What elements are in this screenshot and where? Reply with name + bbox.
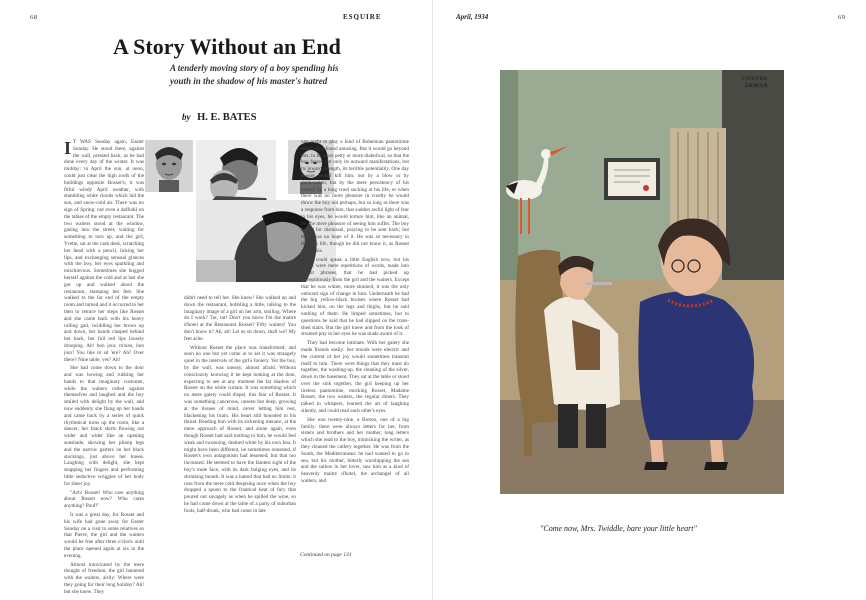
text-column-1 xyxy=(64,138,144,595)
artist-signature: COUPRE ERMAN xyxy=(742,76,769,89)
col3-para-4: She was twenty-nine, a Breton, one of a big family: there were always letters for her, from sisters and brothers and her mother, long letters which she read to the boy, mimicking the writer, as they cleaned the cutlery together. He was from the South, the Mediterranean: he had wanted to go to sea, but his mother, bitterly worshipping the sea and the sailors in her lover, saw him as a kind of heavenly maitre d'hotel, the archangel of all waiters, and xyxy=(301,416,409,485)
col1-para-1: T WAS Sunday again, Easter Sunday. He stood there, against the wall, pressed back, as he had done every day of the winter. It was midday: in April the sun, at noon, could just clear the high roofs of the buildings opposite Rosset's; it was fitful windy April weather, with stumbling white clouds which hid the sun, and snow-cold air. There was no sign of Spring: not even a daffodil on the tables of the empty restaurant. The two waiters stood at the window, gazing into the street, waiting for something to turn up, and the girl, Yvette, sat at the cash desk, scratching her head with a pencil, licking her lips, and exchanging sensual glances with the boy, her eyes sparkling and mischievous. Sometimes she hugged herself against the cold and at last she got up and walked about the restaurant, stamping her feet. She walked to the far end of the empty room and turned and it occurred to her then to retrace her steps like Rosset and she came back with his heavy rolling gait, twiddling her brows up and down, her hands clasped behind her back, her full red lips loosely drooping. Ah! bon jour, m'sieu, bon jour! You like to sit 'ere? Ah? Over there? Nine table, yes? Ah! xyxy=(64,139,144,363)
col3-para-1: one night to play a kind of Bohemian pantomime which they found amusing. But it would go beyond this, to be more petty or more diabolical, so that the boy feared not only its outward manifestations, but its inward strength, its terrible potentiality. One day Rosset would kill him, not by a blow or by deliberation, but by the mere persistency of his hatred, by a long cruel sucking at his life, or when there was no more pleasure in cruelty he would throw the boy out perhaps, but so long as there was a response from him, that sudden awful light of fear in his eyes, he would torture him, like an animal, for the mere pleasure of seeing him suffer. The boy hoped for dismissal, praying to be sent back; but there was no hope of it. He was so necessary to Rosset's life, though he did not know it, as Rosset was to his. xyxy=(301,139,409,254)
photo-young-man xyxy=(145,140,193,192)
continued-note: Continued on page 131 xyxy=(300,552,352,558)
illustration xyxy=(500,70,784,494)
author-name: H. E. BATES xyxy=(197,112,257,123)
story-subtitle: A tenderly moving story of a boy spending his youth in the shadow of his master's hatred xyxy=(170,63,339,86)
illustration-caption: "Come now, Mrs. Twiddle, bare your little heart" xyxy=(540,524,697,533)
text-column-2 xyxy=(184,295,296,550)
story-title: A Story Without an End xyxy=(113,34,341,59)
col2-para-2: Without Rosset the place was transformed; and soon no one but yet come in to set it was strangely quiet in the intervals of the girl's foolery. Yet the boy, by the wall, was uneasy, almost afraid. Without consciously knowing it he kept looking at the door, expecting to see at any moment the fat shadow of Rosset on the white curtain. It was something which no mere gaiety could dispel, this fear of Rosset. It was something cancerous, unseen but deep, growing at the tissues of mind, never letting him rest, blackening his brain. His heart still hounded to his throat. Reading him with its sickening menace, at the mere approach of Rosset, and alone again, even though Rosset had said nothing to him, he would feel weak and swooning, drained white by his own fear. It might have been different, he sometimes reasoned, if Rosset's own antagonism had lessened; but that too increased. He seemed to have the faintest sight of the boy's mute face, with its dark bulging eyes, and its shrinking mouth. It was a hatred that had no limits; it rose from the mere cold despising once when the boy dropped a spoon to the frantical heat of fury that poured out savagely as when he spilled the wine, so he had come down at the table of a party of suburban fools, half-drunk, who had come in late xyxy=(184,344,296,514)
col1-para-5: Almost intoxicated by the mere thought of freedom, the girl bantered with the waiters, airily: Where were they going for their long holiday? Ah! but she knew. They xyxy=(64,561,144,595)
drop-cap: I xyxy=(64,138,72,158)
magazine-name: ESQUIRE xyxy=(343,13,382,21)
byline-prefix: by xyxy=(182,112,191,122)
col2-para-1: didn't need to tell her. She knew! She walked up and down the restaurant, hobbling a little, talking to the imaginary image of a girl on her arm, smiling. Where do I work? Tut, tut! Don't you know I'm the maitre d'hotel at the Restaurant Rosset? Fifty waiters! You don't know it? Ah, ah! Let us sit down, shall we? My feet ache. xyxy=(184,295,296,342)
col3-para-2: He could speak a little English now, but his words were mere repetitions of words, made into quaint phrases, that he had picked up surreptitiously from the girl and the waiters. Except that he was whiter, more strained, it was the only outward sign of change in him. Underneath he had the big yellow-black bruises where Rosset had kicked him, on the legs and thighs, but he said nothing of them. He limped sometimes, but to questions he said that he had slipped on the trans-shed stairs. But the girl knew and from the look of strained pity in her eyes he was made aware of it. xyxy=(301,256,409,338)
byline xyxy=(182,112,256,123)
col1-para-3: "Ach! Rosset! Who care anything about Rosset now? Who cares anything? Pouf!" xyxy=(64,489,144,510)
col3-para-3: They had become intimate. With her gaiety she made friends easily: her moods were electric and the current of her joy would sometimes transmit itself to him. There were things that they must do together, the washing-up, the cleaning of the silver, down in the basement. They sat at the table or stood over the sink together, the girl keeping up her tireless pantomime, mocking Rosset, Madame Rosset, the two waiters, the regular diners. They talked in whispers, learned the art of laughing silently, and could read each other's eyes. xyxy=(301,340,409,415)
right-page-number: 69 xyxy=(838,14,846,21)
illustration-svg xyxy=(500,70,784,494)
issue-date: April, 1934 xyxy=(456,13,489,21)
col1-para-4: It was a great day, for Rosset and his wife had gone away for Easter Sunday on a visit to some relatives so that Pierre, the girl and the waiters would be free after three o'clock until the place opened again at six in the evening. xyxy=(64,512,144,559)
left-page-number: 68 xyxy=(30,14,38,21)
text-column-3 xyxy=(301,139,409,549)
diploma xyxy=(608,162,656,196)
col1-para-2: She had come down to the door and was bowing and rubbing her hands to that imaginary customer, while the waiters rolled against themselves and laughed and the boy smiled with delight by the wall, and now suddenly she flung up her hands and came back by a series of quick rhythmical turns up the room, like a dancer, her black skirts flowing out wider and wider like an opening sunshade, showing her plump legs and the narrow garters on her black stockings, just above her knees. Laughing with delight, she kept snapping her fingers and performing little seductive wriggles of her body for sheer joy. xyxy=(64,365,144,487)
